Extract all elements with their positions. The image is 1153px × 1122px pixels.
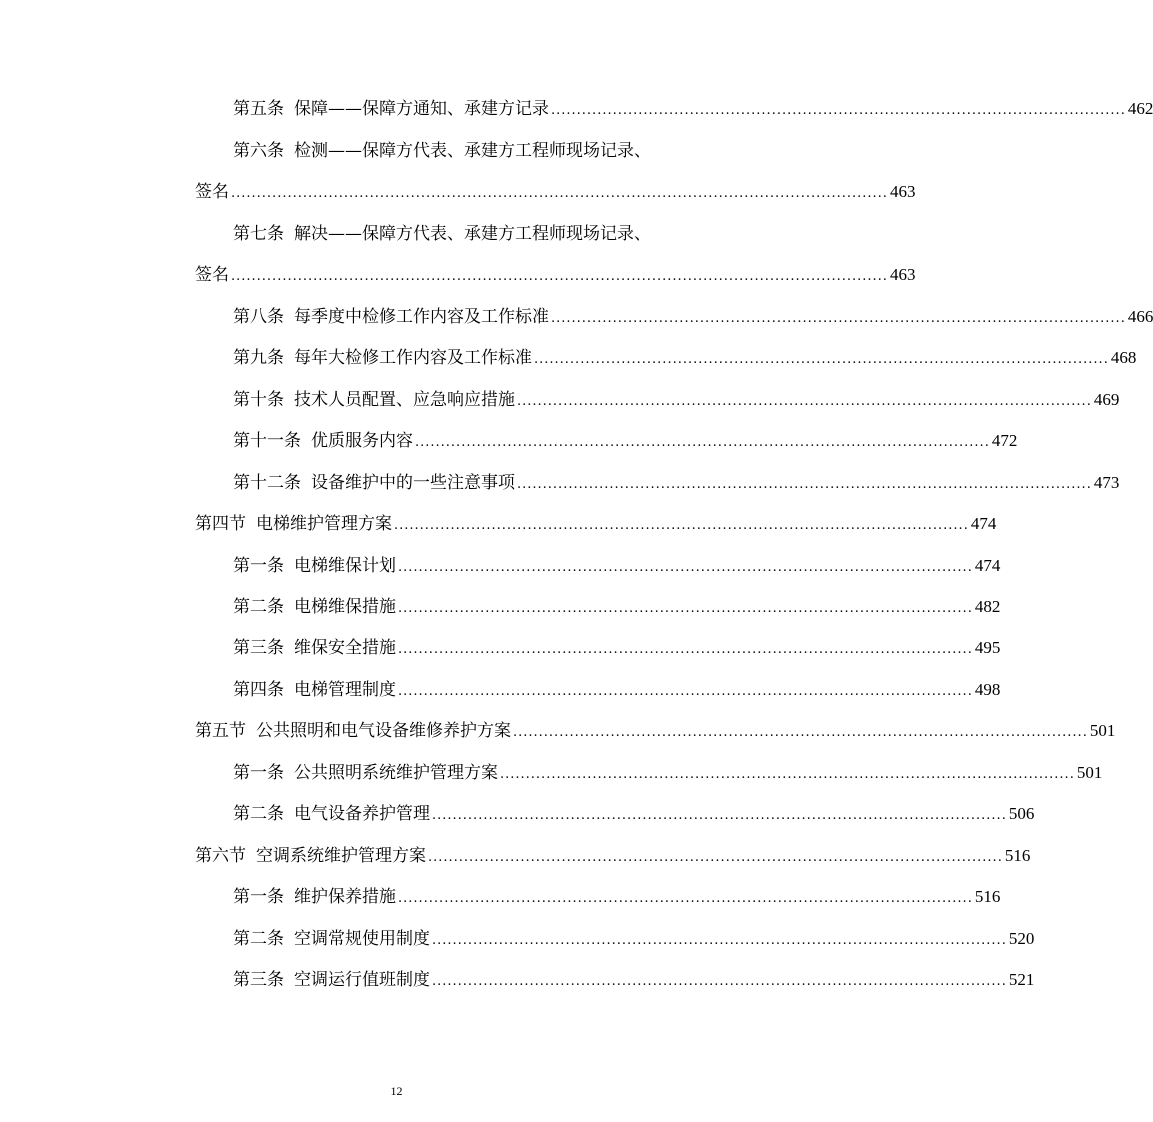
- toc-entry[interactable]: [233, 389, 1120, 413]
- toc-entry-title: 公共照明和电气设备维修养护方案: [256, 721, 511, 741]
- toc-entry-number: 第八条: [233, 307, 284, 327]
- toc-entry-page: 473: [1093, 473, 1120, 492]
- toc-entry-page: 520: [1008, 929, 1035, 948]
- toc-entry-page: 501: [1089, 721, 1116, 740]
- toc-entry[interactable]: [233, 928, 1035, 952]
- dot-leader: ................................................................................................................: [500, 767, 1075, 782]
- dot-leader: ................................................................................................................: [534, 352, 1109, 367]
- toc-entry-continuation[interactable]: [195, 264, 916, 288]
- toc-entry-title: 空调系统维护管理方案: [256, 846, 426, 866]
- toc-entry[interactable]: [233, 637, 1001, 661]
- dot-leader: ................................................................................................................: [551, 311, 1126, 326]
- toc-entry-number: 第二条: [233, 804, 284, 824]
- toc-entry-page: 482: [974, 597, 1001, 616]
- toc-entry-number: 第十二条: [233, 473, 301, 493]
- toc-entry-title: 优质服务内容: [311, 431, 413, 451]
- toc-entry[interactable]: [233, 430, 1018, 454]
- toc-entry-number: 第一条: [233, 763, 284, 783]
- dot-leader: ................................................................................................................: [398, 642, 973, 657]
- toc-entry-title: 空调运行值班制度: [294, 970, 430, 990]
- toc-entry[interactable]: [233, 347, 1137, 371]
- dot-leader: ................................................................................................................: [394, 518, 969, 533]
- toc-entry-title: 检测——保障方代表、承建方工程师现场记录、: [294, 141, 651, 161]
- toc-entry[interactable]: [233, 140, 651, 162]
- toc-entry-title: 电气设备养护管理: [294, 804, 430, 824]
- toc-entry-page: 495: [974, 638, 1001, 657]
- toc-entry-number: 第十条: [233, 390, 284, 410]
- toc-entry-page: 469: [1093, 390, 1120, 409]
- toc-entry-number: 第十一条: [233, 431, 301, 451]
- toc-entry[interactable]: [233, 306, 1153, 330]
- toc-entry-page: 501: [1076, 763, 1103, 782]
- toc-entry-title: 保障——保障方通知、承建方记录: [294, 99, 549, 119]
- toc-entry-title: 电梯维保计划: [294, 556, 396, 576]
- toc-entry-page: 463: [889, 265, 916, 284]
- toc-section-entry[interactable]: [195, 845, 1031, 869]
- toc-entry-number: 第六条: [233, 141, 284, 161]
- toc-entry-title: 空调常规使用制度: [294, 929, 430, 949]
- toc-entry-page: 466: [1127, 307, 1153, 326]
- toc-entry-number: 第一条: [233, 887, 284, 907]
- toc-entry-number: 第九条: [233, 348, 284, 368]
- toc-entry-page: 506: [1008, 804, 1035, 823]
- dot-leader: ................................................................................................................: [415, 435, 990, 450]
- toc-entry-title: 每年大检修工作内容及工作标准: [294, 348, 532, 368]
- toc-entry[interactable]: [233, 223, 651, 245]
- toc-entry[interactable]: [233, 472, 1120, 496]
- toc-entry-continuation[interactable]: [195, 181, 916, 205]
- toc-entry-page: 474: [974, 556, 1001, 575]
- dot-leader: ................................................................................................................................: [231, 269, 888, 284]
- toc-entry-page: 516: [974, 887, 1001, 906]
- toc-entry-title-continued: 签名: [195, 182, 229, 202]
- toc-entry-title: 电梯管理制度: [294, 680, 396, 700]
- toc-entry-title: 解决——保障方代表、承建方工程师现场记录、: [294, 224, 651, 244]
- toc-entry-page: 498: [974, 680, 1001, 699]
- dot-leader: ................................................................................................................: [432, 808, 1007, 823]
- toc-entry-number: 第三条: [233, 638, 284, 658]
- toc-entry-title: 技术人员配置、应急响应措施: [294, 390, 515, 410]
- toc-entry[interactable]: [233, 596, 1001, 620]
- toc-entry-page: 462: [1127, 99, 1153, 118]
- dot-leader: ................................................................................................................: [513, 725, 1088, 740]
- toc-entry[interactable]: [233, 555, 1001, 579]
- toc-entry-number: 第六节: [195, 846, 246, 866]
- dot-leader: ................................................................................................................: [398, 601, 973, 616]
- dot-leader: ................................................................................................................: [551, 103, 1126, 118]
- toc-entry-title: 电梯维护管理方案: [256, 514, 392, 534]
- toc-entry[interactable]: [233, 679, 1001, 703]
- dot-leader: ................................................................................................................: [432, 933, 1007, 948]
- toc-entry-number: 第四条: [233, 680, 284, 700]
- toc-entry-page: 463: [889, 182, 916, 201]
- toc-entry-number: 第五节: [195, 721, 246, 741]
- toc-entry-page: 468: [1110, 348, 1137, 367]
- toc-entry-number: 第五条: [233, 99, 284, 119]
- toc-entry[interactable]: [233, 886, 1001, 910]
- toc-entry-page: 472: [991, 431, 1018, 450]
- dot-leader: ................................................................................................................: [398, 560, 973, 575]
- toc-entry-title-continued: 签名: [195, 265, 229, 285]
- page-number: 12: [390, 1084, 403, 1098]
- toc-entry-number: 第四节: [195, 514, 246, 534]
- toc-entry-page: 521: [1008, 970, 1035, 989]
- dot-leader: ................................................................................................................................: [231, 186, 888, 201]
- toc-entry-number: 第二条: [233, 597, 284, 617]
- toc-entry[interactable]: [233, 803, 1035, 827]
- toc-entry-number: 第一条: [233, 556, 284, 576]
- toc-entry-number: 第三条: [233, 970, 284, 990]
- toc-entry-number: 第七条: [233, 224, 284, 244]
- toc-entry-title: 设备维护中的一些注意事项: [311, 473, 515, 493]
- toc-entry-title: 电梯维保措施: [294, 597, 396, 617]
- dot-leader: ................................................................................................................: [398, 891, 973, 906]
- dot-leader: ................................................................................................................: [398, 684, 973, 699]
- toc-entry[interactable]: [233, 98, 1153, 122]
- toc-section-entry[interactable]: [195, 513, 997, 537]
- toc-entry-title: 维护保养措施: [294, 887, 396, 907]
- toc-entry-title: 维保安全措施: [294, 638, 396, 658]
- toc-entry-page: 474: [970, 514, 997, 533]
- toc-entry[interactable]: [233, 762, 1103, 786]
- dot-leader: ................................................................................................................: [517, 394, 1092, 409]
- dot-leader: ................................................................................................................: [517, 477, 1092, 492]
- toc-entry-page: 516: [1004, 846, 1031, 865]
- toc-entry-title: 每季度中检修工作内容及工作标准: [294, 307, 549, 327]
- toc-entry[interactable]: [233, 969, 1035, 993]
- toc-section-entry[interactable]: [195, 720, 1116, 744]
- dot-leader: ................................................................................................................: [428, 850, 1003, 865]
- dot-leader: ................................................................................................................: [432, 974, 1007, 989]
- toc-entry-number: 第二条: [233, 929, 284, 949]
- toc-entry-title: 公共照明系统维护管理方案: [294, 763, 498, 783]
